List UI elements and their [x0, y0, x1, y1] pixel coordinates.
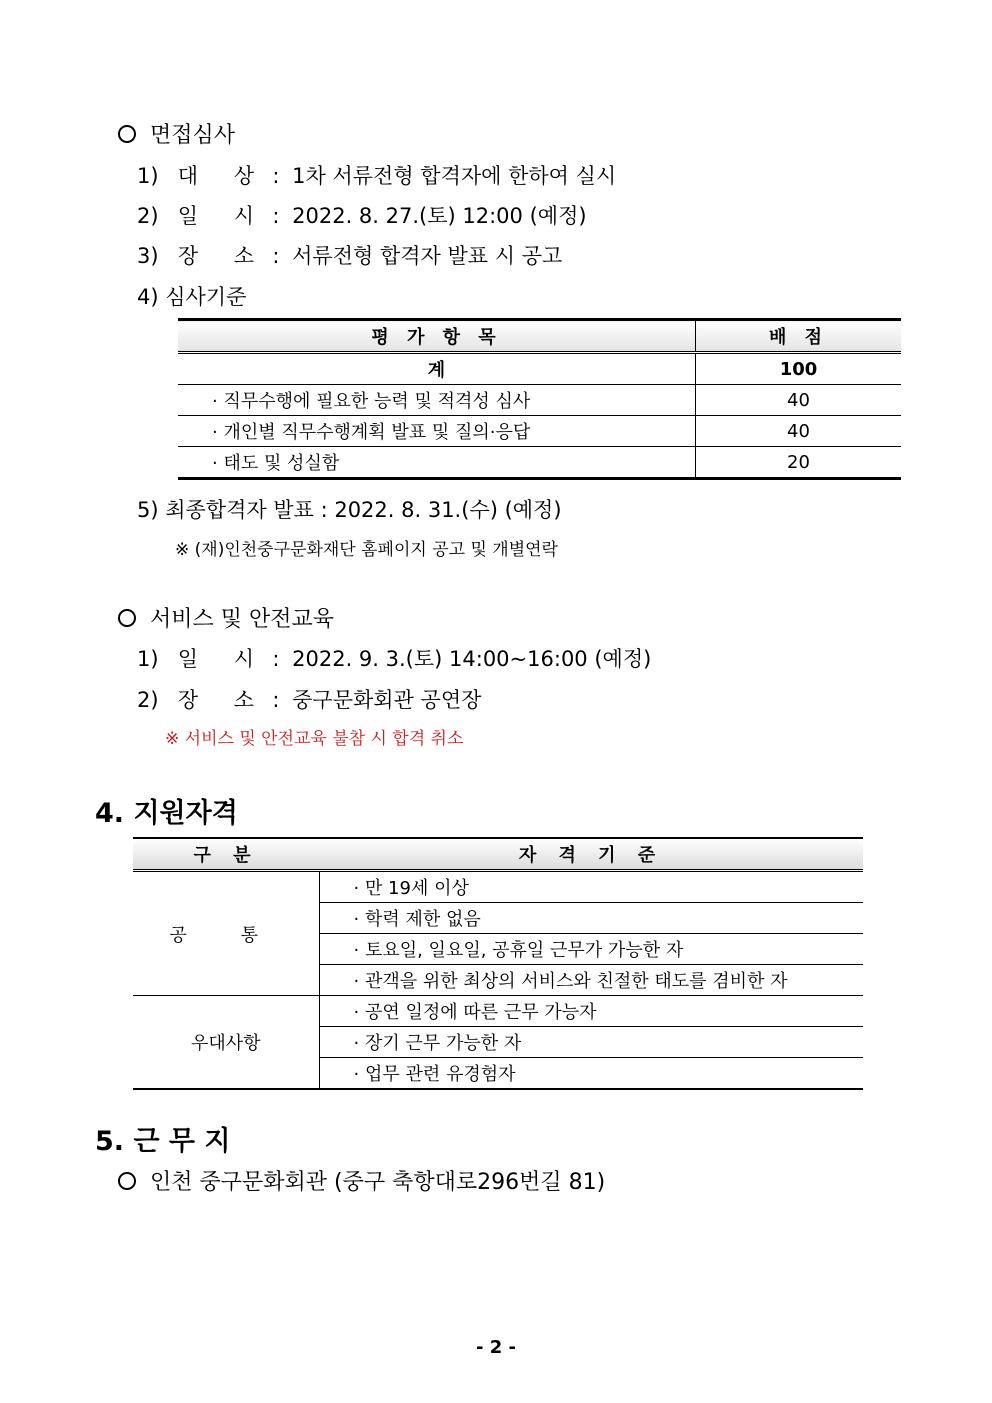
table-row [178, 353, 901, 385]
criteria-score: 40 [696, 385, 902, 416]
criteria-item: · 태도 및 성실함 [178, 447, 696, 479]
final-announcement: 5) 최종합격자 발표 : 2022. 8. 31.(수) (예정) [137, 498, 562, 522]
work-location: 인천 중구문화회관 (중구 축항대로296번길 81) [118, 1165, 605, 1196]
qual-header-criteria: 자 격 기 준 [319, 838, 863, 871]
section5-title: 5. 근 무 지 [95, 1126, 231, 1157]
criteria-score: 20 [696, 447, 902, 479]
interview-heading: 면접심사 [118, 118, 235, 149]
qual-header-category: 구 분 [133, 838, 319, 871]
common-item: · 만 19세 이상 [319, 871, 863, 903]
criteria-table [178, 318, 901, 480]
total-value: 100 [696, 353, 902, 385]
criteria-label: 4) 심사기준 [137, 285, 247, 309]
circle-bullet-icon [118, 609, 136, 627]
preferred-item: · 장기 근무 가능한 자 [319, 1027, 863, 1058]
common-item: · 토요일, 일요일, 공휴일 근무가 가능한 자 [319, 934, 863, 965]
common-item: · 관객을 위한 최상의 서비스와 친절한 태도를 겸비한 자 [319, 965, 863, 996]
interview-item-place: 3) 장 소 : 서류전형 합격자 발표 시 공고 [137, 244, 563, 268]
preferred-label: 우대사항 [133, 996, 319, 1090]
page-number: - 2 - [476, 1337, 516, 1358]
circle-bullet-icon [118, 125, 136, 143]
circle-bullet-icon [118, 1172, 136, 1190]
final-note: ※ (재)인천중구문화재단 홈페이지 공고 및 개별연락 [175, 540, 558, 560]
qualification-table [133, 837, 863, 1090]
criteria-item: · 직무수행에 필요한 능력 및 적격성 심사 [178, 385, 696, 416]
criteria-item: · 개인별 직무수행계획 발표 및 질의·응답 [178, 416, 696, 447]
common-item: · 학력 제한 없음 [319, 903, 863, 934]
table-row [178, 416, 901, 447]
interview-item-target: 1) 대 상 : 1차 서류전형 합격자에 한하여 실시 [137, 164, 617, 188]
criteria-header-item: 평 가 항 목 [178, 320, 696, 353]
service-item-place: 2) 장 소 : 중구문화회관 공연장 [137, 688, 482, 712]
total-label: 계 [178, 353, 696, 385]
preferred-item: · 공연 일정에 따른 근무 가능자 [319, 996, 863, 1027]
criteria-header-score: 배 점 [696, 320, 902, 353]
service-item-datetime: 1) 일 시 : 2022. 9. 3.(토) 14:00~16:00 (예정) [137, 647, 652, 671]
section4-title: 4. 지원자격 [95, 798, 238, 829]
table-row [178, 447, 901, 479]
table-row [178, 385, 901, 416]
preferred-item: · 업무 관련 유경험자 [319, 1058, 863, 1090]
criteria-score: 40 [696, 416, 902, 447]
table-row [133, 996, 863, 1027]
service-heading: 서비스 및 안전교육 [118, 602, 334, 633]
service-warning: ※ 서비스 및 안전교육 불참 시 합격 취소 [165, 729, 464, 749]
interview-item-datetime: 2) 일 시 : 2022. 8. 27.(토) 12:00 (예정) [137, 204, 587, 228]
common-label: 공 통 [133, 871, 319, 996]
table-row [133, 871, 863, 903]
